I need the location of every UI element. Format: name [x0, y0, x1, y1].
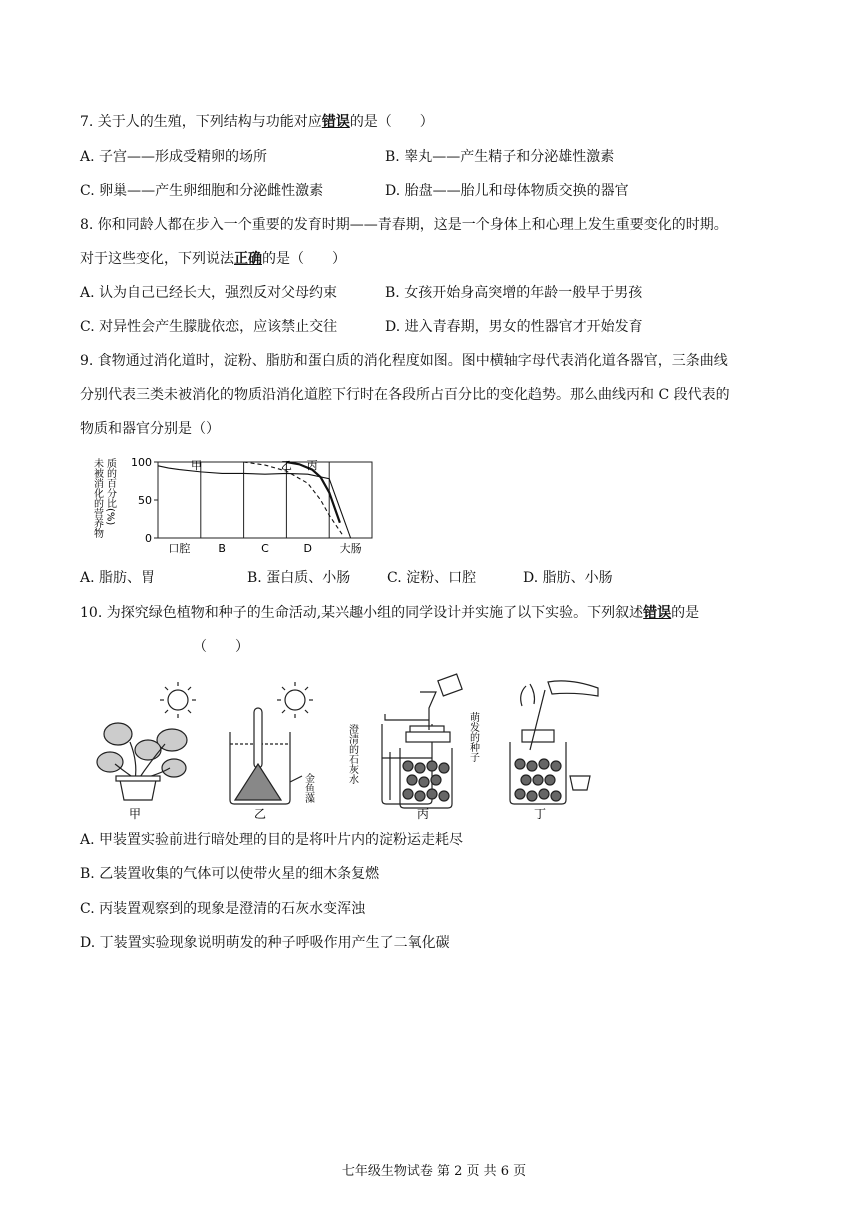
- q9-stem-line3: 物质和器官分别是（）: [80, 421, 220, 437]
- chart-frame: [158, 462, 372, 538]
- q7-option-c: C. 卵巢——产生卵细胞和分泌雌性激素: [80, 183, 324, 199]
- goldfish-label: 金鱼藻: [302, 773, 314, 803]
- chart-series-line-2: [244, 462, 342, 534]
- q10-option-b: B. 乙装置收集的气体可以使带火星的细木条复燃: [80, 866, 380, 882]
- q9-option-a: A. 脂肪、胃: [80, 570, 156, 586]
- limewater-label: 澄清的石灰水: [346, 724, 358, 784]
- q8-option-a: A. 认为自己已经长大，强烈反对父母约束: [80, 285, 338, 301]
- label-yi: 乙: [253, 807, 267, 821]
- chart-series-label: 丙: [306, 459, 318, 473]
- chart-ytick-label: 100: [131, 456, 152, 469]
- chart-xtick-label: 口腔: [168, 542, 191, 555]
- chart-ytick-label: 50: [138, 494, 152, 507]
- q9-option-c: C. 淀粉、口腔: [387, 570, 477, 586]
- q10-option-a: A. 甲装置实验前进行暗处理的目的是将叶片内的淀粉运走耗尽: [80, 832, 464, 848]
- q10-stem: 10. 为探究绿色植物和种子的生命活动,某兴趣小组的同学设计并实施了以下实验。下列叙述错误的是: [80, 605, 700, 621]
- experiment-figure: [90, 672, 610, 822]
- label-jia: 甲: [128, 807, 142, 821]
- chart-series-label: 乙: [280, 459, 292, 473]
- page-footer: 七年级生物试卷 第 2 页 共 6 页: [341, 1164, 527, 1179]
- q8-stem-line1: 8. 你和同龄人都在步入一个重要的发育时期——青春期，这是一个身体上和心理上发生重要变化的时期。: [80, 217, 728, 233]
- bing-apparatus: [382, 674, 462, 808]
- q10-option-c: C. 丙装置观察到的现象是澄清的石灰水变浑浊: [80, 901, 366, 917]
- yi-apparatus: [230, 682, 313, 804]
- chart-series-label: 甲: [191, 459, 203, 473]
- q7-option-a: A. 子宫——形成受精卵的场所: [80, 149, 268, 165]
- chart-ylabel-1: 未被消化的营养物: [91, 458, 103, 538]
- q9-option-b: B. 蛋白质、小肠: [247, 570, 351, 586]
- q9-option-d: D. 脂肪、小肠: [523, 570, 613, 586]
- chart-xtick-label: B: [218, 542, 226, 555]
- q7-option-b: B. 睾丸——产生精子和分泌雄性激素: [385, 149, 615, 165]
- q8-option-d: D. 进入青春期，男女的性器官才开始发育: [385, 319, 643, 335]
- sun-icon-1: [160, 682, 196, 718]
- q7-option-d: D. 胎盘——胎儿和母体物质交换的器官: [385, 183, 629, 199]
- digestion-chart: [80, 452, 400, 557]
- chart-xtick-label: C: [261, 542, 269, 555]
- jia-apparatus: [97, 682, 196, 800]
- q9-stem-line1: 9. 食物通过消化道时，淀粉、脂肪和蛋白质的消化程度如图。图中横轴字母代表消化道各器官，三条曲线: [80, 353, 728, 369]
- q10-option-d: D. 丁装置实验现象说明萌发的种子呼吸作用产生了二氧化碳: [80, 935, 450, 951]
- chart-ytick-label: 0: [145, 532, 152, 545]
- q8-stem-line2: 对于这些变化，下列说法正确的是（ ）: [80, 251, 346, 267]
- seeds-label: 萌发的种子: [467, 712, 479, 762]
- ding-apparatus: [510, 681, 598, 804]
- chart-ylabel-2: 质的百分比(%): [104, 458, 116, 526]
- chart-xtick-label: D: [303, 542, 313, 555]
- q8-option-c: C. 对异性会产生朦胧依恋，应该禁止交往: [80, 319, 338, 335]
- sun-icon-2: [277, 682, 313, 718]
- q9-stem-line2: 分别代表三类未被消化的物质沿消化道腔下行时在各段所占百分比的变化趋势。那么曲线丙和 C 段代表的: [80, 387, 730, 403]
- q10-answer-blank: （ ）: [193, 639, 249, 655]
- q7-stem: 7. 关于人的生殖，下列结构与功能对应错误的是（ ）: [80, 114, 434, 130]
- chart-xtick-label: 大肠: [339, 542, 362, 555]
- label-ding: 丁: [533, 807, 547, 821]
- q8-option-b: B. 女孩开始身高突增的年龄一般早于男孩: [385, 285, 643, 301]
- label-bing: 丙: [416, 807, 430, 821]
